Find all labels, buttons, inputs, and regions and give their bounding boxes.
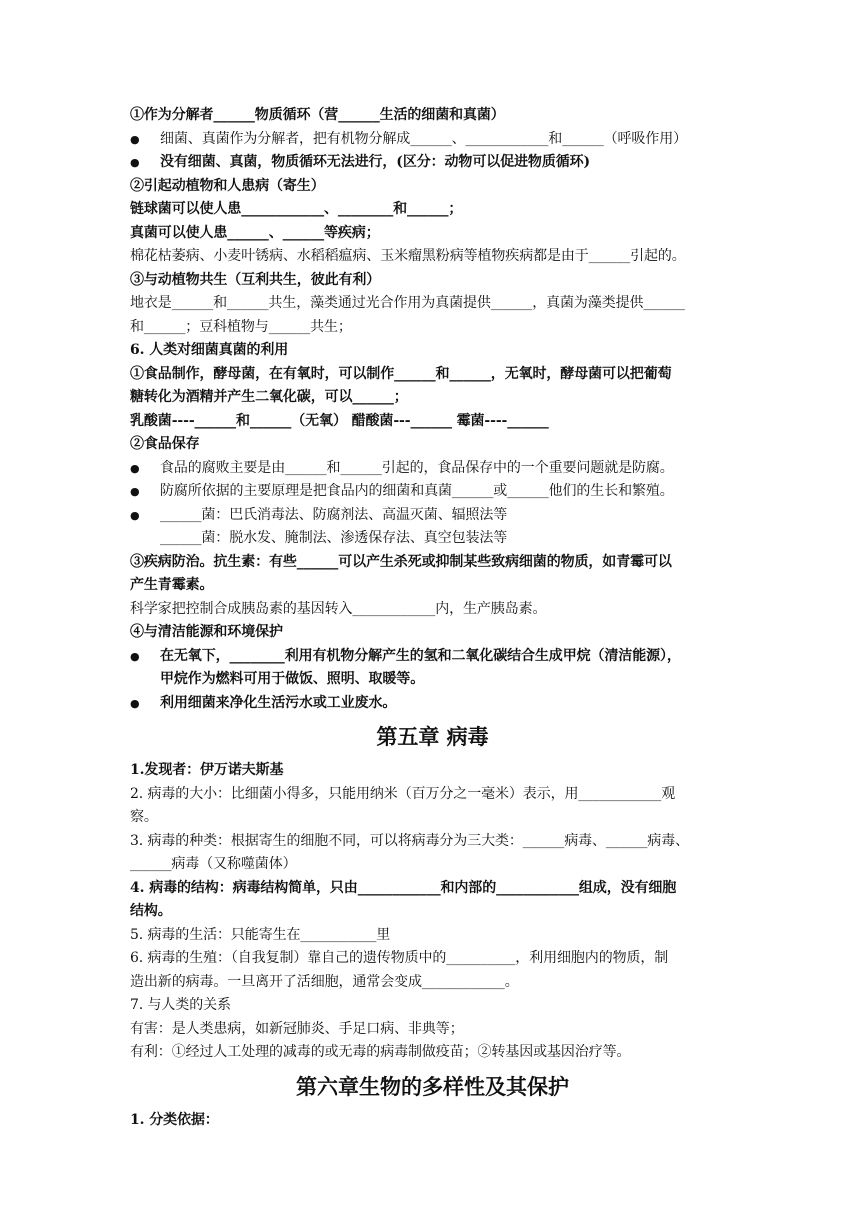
text-line: ______病毒（又称噬菌体） [130, 856, 297, 872]
text-line: ③与动植物共生（互利共生，彼此有利） [130, 271, 381, 288]
chapter-heading: 第五章 病毒 [376, 725, 489, 749]
text-line: 有利：①经过人工处理的减毒的或无毒的病毒制做疫苗；②转基因或基因治疗等。 [130, 1044, 631, 1060]
text-line: ______菌：脱水发、腌制法、渗透保存法、真空包装法等 [160, 530, 508, 546]
text-line: ④与清洁能源和环境保护 [130, 624, 283, 640]
text-line: 乳酸菌----______和______（无氧） 醋酸菌---______ 霉菌----______ [130, 412, 549, 429]
text-line: 甲烷作为燃料可用于做饭、照明、取暖等。 [160, 671, 425, 687]
text-line: ①食品制作，酵母菌，在有氧时，可以制作______和______，无氧时，酵母菌可以把葡萄 [130, 365, 672, 382]
text-line: 结构。 [130, 903, 172, 919]
text-line: ①作为分解者______物质循环（营______生活的细菌和真菌） [130, 107, 505, 123]
text-line: 5. 病毒的生活：只能寄生在___________里 [130, 926, 391, 943]
text-line: 4. 病毒的结构：病毒结构简单，只由____________和内部的____________组成，没有细胞 [130, 879, 677, 896]
text-line: 6. 人类对细菌真菌的利用 [130, 342, 289, 358]
text-line: 地衣是______和______共生，藻类通过光合作用为真菌提供______，真菌为藻类提供______ [130, 295, 685, 311]
document-page [130, 104, 735, 1132]
text-line: 科学家把控制合成胰岛素的基因转入____________内，生产胰岛素。 [130, 600, 547, 617]
bullet-item: ● ______菌：巴氏消毒法、防腐剂法、高温灭菌、辐照法等 [130, 504, 735, 528]
text-line: 6. 病毒的生殖：（自我复制）靠自己的遗传物质中的__________，利用细胞内的物质，制 [130, 950, 669, 966]
text-line: 1.发现者：伊万诺夫斯基 [130, 762, 284, 778]
bullet-item: ● 利用细菌来净化生活污水或工业废水。 [130, 692, 735, 716]
text-line: ②食品保存 [130, 436, 200, 452]
bullet-item: ● 在无氧下，________利用有机物分解产生的氢和二氧化碳结合生成甲烷（清洁能源）， [130, 645, 735, 669]
text-line: 察。 [130, 809, 158, 825]
text-line: 糖转化为酒精并产生二氧化碳，可以______； [130, 389, 408, 405]
bullet-item: ● 食品的腐败主要是由______和______引起的，食品保存中的一个重要问题就是防腐。 [130, 457, 735, 481]
text-line: 产生青霉素。 [130, 577, 214, 593]
text-line: ③疾病防治。抗生素：有些______可以产生杀死或抑制某些致病细菌的物质，如青霉可以 [130, 553, 672, 570]
text-line: 链球菌可以使人患____________、________和______； [130, 201, 463, 217]
text-line: 棉花枯萎病、小麦叶锈病、水稻稻瘟病、玉米瘤黑粉病等植物疾病都是由于______引起的。 [130, 248, 686, 264]
text-line: 造出新的病毒。一旦离开了活细胞，通常会变成____________。 [130, 973, 519, 990]
text-line: 7. 与人类的关系 [130, 997, 231, 1013]
text-line: 真菌可以使人患______、______等疾病； [130, 224, 380, 241]
bullet-item: ● 细菌、真菌作为分解者，把有机物分解成______、____________和______（呼吸作用） [130, 128, 735, 152]
text-line: 2. 病毒的大小：比细菌小得多，只能用纳米（百万分之一毫米）表示，用____________观 [130, 785, 676, 802]
text-line: 和______；豆科植物与______共生； [130, 318, 352, 335]
text-line: 3. 病毒的种类：根据寄生的细胞不同，可以将病毒分为三大类：______病毒、______病毒、 [130, 832, 690, 849]
chapter-heading: 第六章生物的多样性及其保护 [296, 1074, 569, 1099]
text-line: 有害：是人类患病，如新冠肺炎、手足口病、非典等； [130, 1020, 464, 1037]
text-line: ②引起动植物和人患病（寄生） [130, 177, 325, 194]
bullet-item: ● 没有细菌、真菌，物质循环无法进行，(区分：动物可以促进物质循环) [130, 151, 735, 175]
bullet-item: ● 防腐所依据的主要原理是把食品内的细菌和真菌______或______他们的生长和繁殖。 [130, 480, 735, 504]
text-line: 1. 分类依据： [130, 1111, 219, 1128]
